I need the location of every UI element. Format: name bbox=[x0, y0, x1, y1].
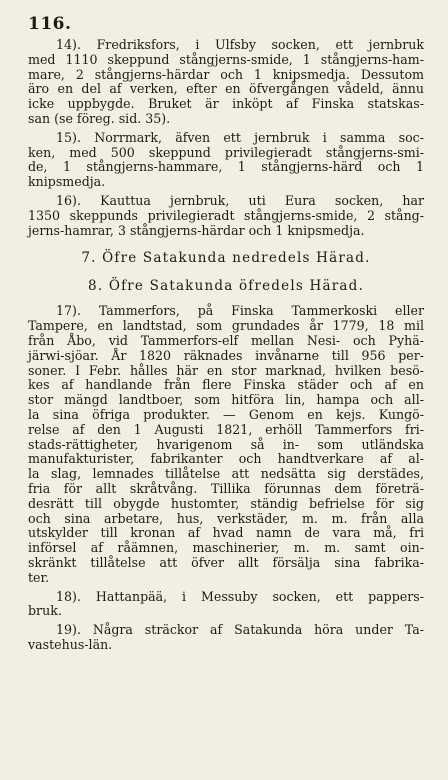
text-line: de, 1 stångjerns-hammare, 1 stångjerns-härd och 1 bbox=[28, 159, 424, 175]
text-line: knipsmedja. bbox=[28, 174, 106, 190]
text-line: och sina arbetare, hus, verkstäder, m. m. från alla bbox=[28, 510, 424, 526]
section-heading-8: 8. Öfre Satakunda öfredels Härad. bbox=[88, 278, 364, 295]
text-line: införsel af råämnen, maschinerier, m. m. samt oin- bbox=[28, 540, 424, 556]
text-line: relse af den 1 Augusti 1821, erhöll Tammerfors fri- bbox=[28, 421, 424, 437]
entry-18 bbox=[28, 590, 424, 620]
text-line: vastehus-län. bbox=[28, 636, 113, 652]
text-line: icke uppbygde. Bruket är inköpt af Finska statskas- bbox=[28, 96, 424, 112]
page-number: 116. bbox=[28, 14, 72, 34]
text-line: desrätt till obygde hustomter, ständig befrielse för sig bbox=[28, 495, 424, 511]
text-line: 1350 skeppunds privilegieradt stångjerns-smide, 2 stång- bbox=[28, 207, 424, 223]
entry-16 bbox=[28, 194, 424, 238]
text-line: 19). Några sträckor af Satakunda höra under Ta- bbox=[56, 622, 424, 638]
text-line: san (se föreg. sid. 35). bbox=[28, 110, 171, 126]
text-line: la sina öfriga produkter. — Genom en kejs. Kungö- bbox=[28, 406, 424, 422]
text-line: 17). Tammerfors, på Finska Tammerkoski eller bbox=[56, 303, 424, 319]
text-line: utskylder till kronan af hvad namn de vara må, fri bbox=[28, 525, 424, 541]
text-line: stor mängd landtboer, som hitföra lin, hampa och all- bbox=[28, 392, 424, 408]
entries-top bbox=[28, 38, 424, 238]
text-line: manufakturister, fabrikanter och handtverkare af al- bbox=[28, 451, 424, 467]
text-line: fria för allt skråtvång. Tillika förunnas dem företrä- bbox=[28, 480, 424, 496]
text-line: jerns-hamrar, 3 stångjerns-härdar och 1 knipsmedja. bbox=[28, 222, 365, 238]
text-line: soner. I Febr. hålles här en stor marknad, hvilken besö- bbox=[28, 362, 424, 378]
entry-15 bbox=[28, 131, 424, 190]
entries-bottom bbox=[28, 304, 424, 652]
text-line: 18). Hattanpää, i Messuby socken, ett pappers- bbox=[56, 588, 424, 604]
text-line: äro en del af verken, efter en öfvergången vådeld, ännu bbox=[28, 81, 424, 97]
text-line: mare, 2 stångjerns-härdar och 1 knipsmedja. Dessutom bbox=[28, 66, 424, 82]
text-line: Tampere, en landtstad, som grundades år 1779, 18 mil bbox=[28, 318, 424, 334]
text-line: 16). Kauttua jernbruk, uti Eura socken, har bbox=[56, 192, 424, 208]
text-line: kes af handlande från flere Finska städer och af en bbox=[28, 377, 424, 393]
text-line: ter. bbox=[28, 569, 50, 585]
entry-17 bbox=[28, 304, 424, 585]
entry-19 bbox=[28, 623, 424, 653]
text-line: med 1110 skeppund stångjerns-smide, 1 stångjerns-ham- bbox=[28, 51, 424, 67]
text-line: från Åbo, vid Tammerfors-elf mellan Nesi- och Pyhä- bbox=[28, 332, 424, 348]
text-line: 15). Norrmark, äfven ett jernbruk i samma soc- bbox=[56, 129, 424, 145]
entry-14 bbox=[28, 38, 424, 127]
text-line: järwi-sjöar. År 1820 räknades invånarne till 956 per- bbox=[28, 347, 424, 363]
text-line: la slag, lemnades tillåtelse att nedsätta sig derstädes, bbox=[28, 466, 424, 482]
text-line: bruk. bbox=[28, 603, 62, 619]
text-line: 14). Fredriksfors, i Ulfsby socken, ett jernbruk bbox=[56, 37, 424, 52]
text-line: skränkt tillåtelse att öfver allt försälja sina fabrika- bbox=[28, 554, 424, 570]
section-heading-7: 7. Öfre Satakunda nedredels Härad. bbox=[81, 250, 371, 267]
text-line: ken, med 500 skeppund privilegieradt stångjerns-smi- bbox=[28, 144, 424, 160]
text-line: stads-rättigheter, hvarigenom så in- som utländska bbox=[28, 436, 424, 452]
